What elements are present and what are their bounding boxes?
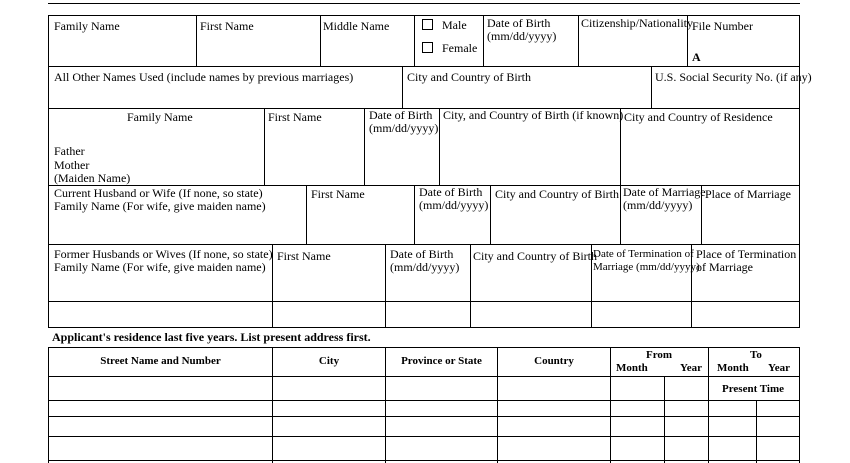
- place-termination-label: Place of Termination: [696, 247, 797, 261]
- family-name-label: Family Name: [54, 19, 120, 33]
- dob-label: Date of Birth: [487, 16, 551, 30]
- first-name-label: First Name: [200, 19, 254, 33]
- former-dob-format-label: (mm/dd/yyyy): [390, 260, 460, 274]
- spouse-dob-format-label: (mm/dd/yyyy): [419, 198, 489, 212]
- to-column-header: To: [750, 349, 762, 361]
- citizenship-label: Citizenship/Nationality: [581, 16, 693, 30]
- father-label: Father: [54, 144, 85, 158]
- other-names-label: All Other Names Used (include names by previous marriages): [54, 70, 354, 84]
- date-termination-label: Date of Termination of: [593, 248, 694, 260]
- to-year-header: Year: [768, 362, 790, 374]
- file-number-label: File Number: [692, 19, 753, 33]
- current-spouse-label: Current Husband or Wife (If none, so state): [54, 186, 263, 200]
- place-of-marriage-label: Place of Marriage: [705, 187, 791, 201]
- from-column-header: From: [646, 349, 673, 361]
- former-spouses-label: Former Husbands or Wives (If none, so state): [54, 247, 273, 261]
- former-family-name-label: Family Name (For wife, give maiden name): [54, 260, 266, 274]
- country-column-header: Country: [534, 355, 574, 367]
- date-of-marriage-label: Date of Marriage: [623, 185, 706, 199]
- former-first-name-label: First Name: [277, 249, 331, 263]
- spouse-family-name-label: Family Name (For wife, give maiden name): [54, 199, 266, 213]
- residence-heading: Applicant's residence last five years. List present address first.: [52, 330, 371, 344]
- male-checkbox[interactable]: [422, 19, 433, 30]
- dob-format-label: (mm/dd/yyyy): [487, 29, 557, 43]
- spouse-dob-label: Date of Birth: [419, 185, 483, 199]
- parents-dob-format-label: (mm/dd/yyyy): [369, 121, 439, 135]
- parents-city-country-residence-label: City and Country of Residence: [624, 110, 773, 124]
- spouse-first-name-label: First Name: [311, 187, 365, 201]
- city-country-birth-label: City and Country of Birth: [407, 70, 531, 84]
- parents-first-name-label: First Name: [268, 110, 322, 124]
- to-month-header: Month: [717, 362, 749, 374]
- file-number-prefix: A: [692, 50, 701, 64]
- date-of-marriage-format-label: (mm/dd/yyyy): [623, 198, 693, 212]
- parents-dob-label: Date of Birth: [369, 108, 433, 122]
- middle-name-label: Middle Name: [323, 19, 390, 33]
- former-city-country-birth-label: City and Country of Birth: [473, 249, 597, 263]
- date-termination-format-label: Marriage (mm/dd/yyyy): [593, 261, 700, 273]
- city-column-header: City: [318, 355, 340, 367]
- male-label: Male: [442, 18, 467, 32]
- from-month-header: Month: [616, 362, 648, 374]
- street-column-header: Street Name and Number: [100, 355, 221, 367]
- from-year-header: Year: [680, 362, 702, 374]
- spouse-city-country-birth-label: City and Country of Birth: [495, 187, 619, 201]
- mother-label: Mother: [54, 158, 90, 172]
- female-label: Female: [442, 41, 478, 55]
- female-checkbox[interactable]: [422, 42, 433, 53]
- province-column-header: Province or State: [401, 355, 482, 367]
- ssn-label: U.S. Social Security No. (if any): [655, 70, 812, 84]
- place-termination-line2-label: of Marriage: [696, 260, 753, 274]
- present-time-label: Present Time: [722, 383, 785, 395]
- maiden-name-label: (Maiden Name): [54, 171, 131, 185]
- former-dob-label: Date of Birth: [390, 247, 454, 261]
- parents-city-country-birth-label: City, and Country of Birth (if known): [443, 108, 624, 122]
- parents-family-name-label: Family Name: [127, 110, 193, 124]
